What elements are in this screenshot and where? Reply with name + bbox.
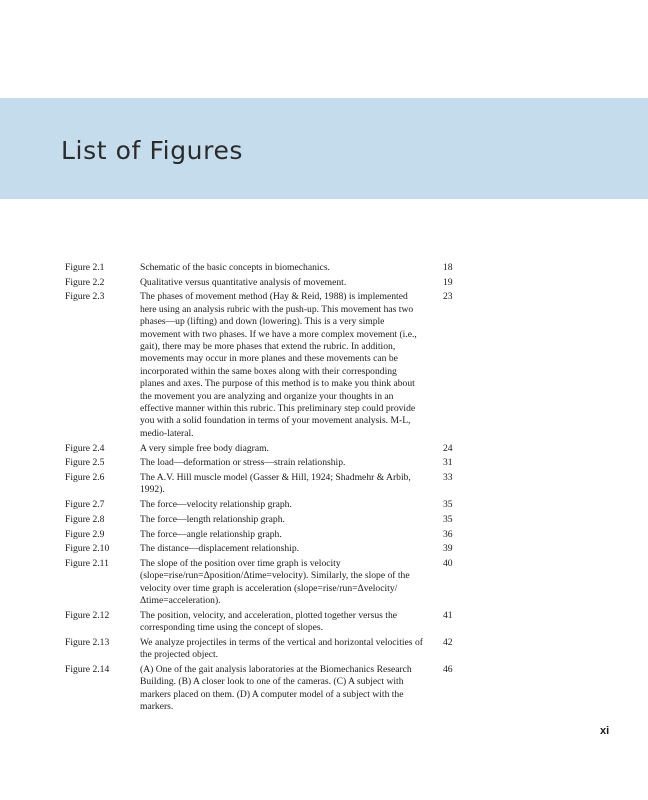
figure-page-number: 39: [443, 543, 453, 555]
figure-number: Figure 2.13: [65, 636, 110, 648]
figure-caption: The A.V. Hill muscle model (Gasser & Hill, 1924; Shadmehr & Arbib, 1992).: [140, 471, 411, 496]
page-number: xi: [600, 725, 610, 737]
figure-entry: [65, 277, 465, 289]
figure-entry: [65, 543, 465, 555]
figure-entry: [65, 558, 465, 608]
figure-caption: The force—angle relationship graph.: [140, 528, 282, 540]
figure-entry: [65, 529, 465, 541]
figure-entry: [65, 262, 465, 274]
figure-page-number: 24: [443, 442, 453, 454]
figure-number: Figure 2.14: [65, 664, 110, 676]
figure-number: Figure 2.5: [65, 457, 105, 469]
figure-number: Figure 2.12: [65, 609, 110, 621]
figure-page-number: 33: [443, 471, 453, 483]
figure-caption: We analyze projectiles in terms of the vertical and horizontal velocities of the projected object.: [140, 636, 423, 661]
figure-caption: The load—deformation or stress—strain relationship.: [140, 457, 346, 469]
figure-page-number: 35: [443, 513, 453, 525]
figure-caption: Schematic of the basic concepts in biomechanics.: [140, 262, 330, 273]
figure-caption: The slope of the position over time graph is velocity (slope=rise/run=Δposition/Δtime=velocity). Similarly, the slope of the velocity over time graph is acceleration (slope=rise/run=Δvelocity/Δtime=acceleration).: [140, 557, 410, 607]
figure-page-number: 23: [443, 291, 453, 303]
figure-entry: [65, 499, 465, 511]
figure-entry: [65, 664, 465, 714]
figure-page-number: 41: [443, 609, 453, 621]
figure-list: [65, 262, 465, 716]
figure-entry: [65, 443, 465, 455]
figure-caption: A very simple free body diagram.: [140, 442, 269, 454]
figure-caption: The distance—displacement relationship.: [140, 543, 300, 555]
figure-number: Figure 2.6: [65, 471, 105, 483]
figure-caption: The phases of movement method (Hay & Reid, 1988) is implemented here using an analysis rubric with the push-up. This movement has two phases—up (lifting) and down (lowering). This is a very simple movement with two phases. If we have a more complex movement (i.e., gait), there may be more phases that extend the rubric. In addition, movements may occur in more planes and these movements can be incorporated within the same boxes along with their corresponding planes and axes. The purpose of this method is to make you think about the movement you are analyzing and organize your thoughts in an effective manner within this rubric. This preliminary step could provide you with a solid foundation in terms of your movement analysis. M-L, medio-lateral.: [140, 291, 417, 439]
figure-caption: The force—length relationship graph.: [140, 513, 285, 525]
figure-page-number: 42: [443, 636, 453, 648]
figure-page-number: 46: [443, 664, 453, 676]
figure-number: Figure 2.10: [65, 543, 110, 555]
figure-number: Figure 2.7: [65, 499, 105, 511]
figure-number: Figure 2.11: [65, 557, 109, 569]
figure-number: Figure 2.8: [65, 513, 105, 525]
figure-page-number: 18: [443, 262, 453, 273]
figure-page-number: 36: [443, 528, 453, 540]
figure-number: Figure 2.2: [65, 276, 105, 288]
figure-number: Figure 2.3: [65, 291, 105, 303]
figure-page-number: 35: [443, 499, 453, 511]
figure-number: Figure 2.1: [65, 262, 105, 273]
figure-page-number: 40: [443, 557, 453, 569]
figure-number: Figure 2.4: [65, 442, 105, 454]
figure-caption: (A) One of the gait analysis laboratories at the Biomechanics Research Building. (B) A closer look to one of the cameras. (C) A subject with markers placed on them. (D) A computer model of a subject with the markers.: [140, 664, 412, 713]
page-title: List of Figures: [61, 136, 244, 165]
figure-page-number: 19: [443, 276, 453, 288]
figure-entry: [65, 472, 465, 497]
figure-entry: [65, 514, 465, 526]
figure-entry: [65, 637, 465, 662]
figure-entry: [65, 610, 465, 635]
figure-entry: [65, 457, 465, 469]
figure-caption: The position, velocity, and acceleration, plotted together versus the corresponding time using the concept of slopes.: [140, 609, 397, 634]
figure-page-number: 31: [443, 457, 453, 469]
figure-entry: [65, 291, 465, 440]
figure-caption: The force—velocity relationship graph.: [140, 499, 292, 511]
figure-caption: Qualitative versus quantitative analysis of movement.: [140, 276, 347, 288]
figure-number: Figure 2.9: [65, 528, 105, 540]
